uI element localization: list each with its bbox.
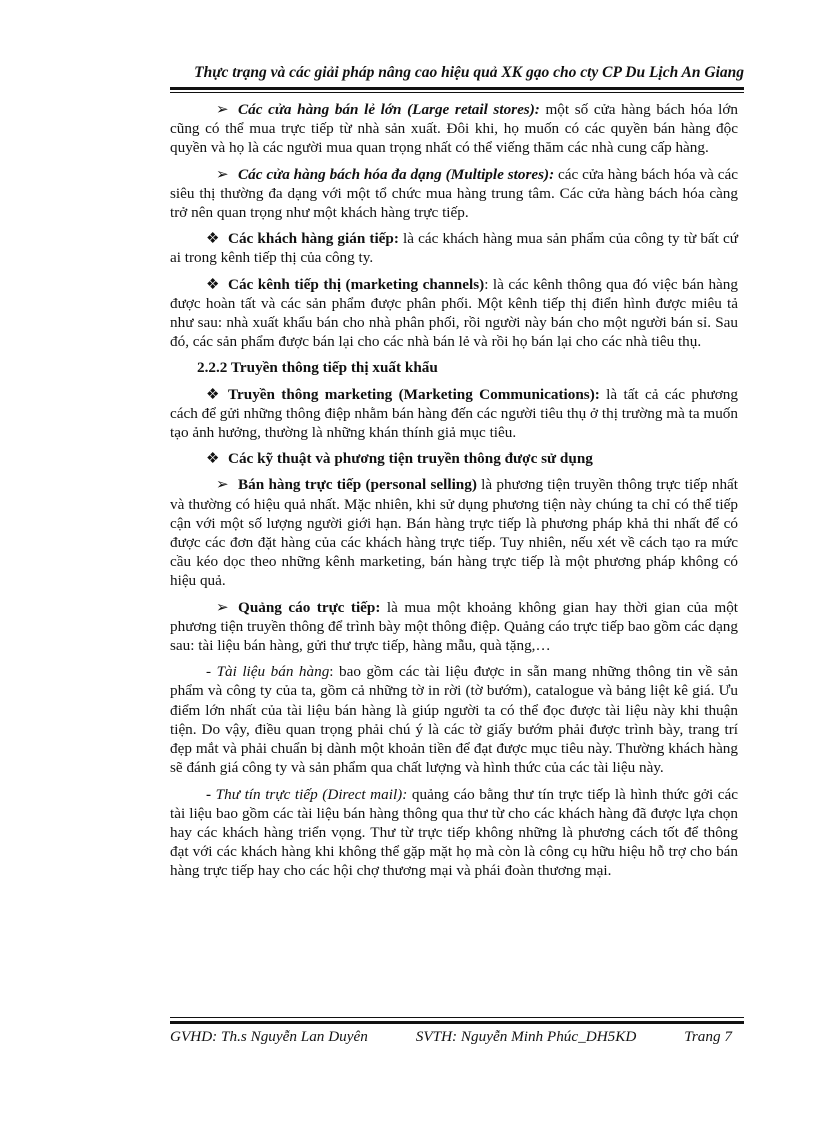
paragraph-text: : bao gồm các tài liệu được in sẵn mang những thông tin về sản phẩm và công ty của ta, gồm cả những tờ in rời (tờ bướm), catalogue và bảng liệt kê giá. Ưu điểm lớn nhất của tài liệu bán hàng là giúp người ta có thể đọc được tài liệu này khi thuận tiện. Do vậy, điều quan trọng phải chú ý là các tờ giấy bướm phải được trình bày, trang trí đẹp mắt và phải chuẩn bị dành một khoản tiền để đạt được mục tiêu này. Thường khách hàng sẽ đánh giá công ty và sản phẩm qua chất lượng và hình thức của các tài liệu này. (170, 663, 738, 777)
paragraph-lead-dash: - (206, 785, 216, 803)
paragraph-lead: Thư tín trực tiếp (Direct mail): (215, 785, 408, 803)
paragraph-lead: Các kỹ thuật và phương tiện truyền thông được sử dụng (228, 450, 593, 468)
section-heading: 2.2.2 Truyền thông tiếp thị xuất khẩu (197, 359, 438, 377)
paragraph-marketing-communications (170, 385, 738, 443)
paragraph-lead: Các cửa hàng bán lẻ lớn (Large retail stores): (238, 101, 540, 118)
paragraph-text: là phương tiện truyền thông trực tiếp nhất và thường có hiệu quả nhất. Mặc nhiên, khi sử dụng phương tiện này chúng ta chỉ có thể tiếp cận với một số lượng người giới hạn. Bán hàng trực tiếp là phương pháp khả thi nhất để có được các đơn đặt hàng của các khách hàng trực tiếp. Tuy nhiên, nếu xét về cách tạo ra mức cầu kéo dọc theo những kênh marketing, bán hàng trực tiếp là một phương pháp không có hiệu quả. (170, 476, 739, 590)
footer-advisor: GVHD: Th.s Nguyễn Lan Duyên (170, 1028, 368, 1045)
paragraph-indirect-customers (170, 229, 738, 267)
diamond-bullet-icon: ❖ (206, 450, 220, 468)
paragraph-personal-selling (170, 475, 738, 590)
paragraph-text: : là các kênh thông qua đó việc bán hàng được hoàn tất và các sản phẩm được phân phối. Một kênh tiếp thị điển hình được miêu tả như sau: nhà xuất khẩu bán cho nhà phân phối, rồi người này bán cho một người bán sỉ. Sau đó, các sản phẩm được bán lại cho các nhà bán lẻ và rồi họ bán lại cho các nhà tiêu thụ. (170, 275, 738, 351)
footer-student: SVTH: Nguyễn Minh Phúc_DH5KD (415, 1028, 637, 1045)
paragraph-text: một số cửa hàng bách hóa lớn cũng có thể mua trực tiếp từ nhà sản xuất. Đôi khi, họ muốn có các quyền bán hàng độc quyền và họ là các người mua quan trọng nhất có thể viếng thăm các nhà cung cấp hàng. (170, 101, 738, 157)
paragraph-lead: Các kênh tiếp thị (marketing channels) (228, 275, 485, 293)
paragraph-text: là các khách hàng mua sản phẩm của công ty từ bất cứ ai trong kênh tiếp thị của công ty. (170, 230, 738, 267)
header-rule-thick (170, 87, 744, 90)
paragraph-sales-literature (170, 662, 738, 777)
paragraph-direct-advertising (170, 598, 738, 656)
paragraph-text: các cửa hàng bách hóa và các siêu thị thường đa dạng với một tổ chức mua hàng trung tâm. Các cửa hàng bách hóa càng trở nên quan trọng như một khách hàng trực tiếp. (170, 165, 738, 222)
arrow-bullet-icon: ➢ (216, 476, 229, 494)
arrow-bullet-icon: ➢ (216, 101, 229, 118)
paragraph-direct-mail (170, 785, 738, 881)
paragraph-large-retail-stores (170, 100, 738, 158)
footer-rule-thick (170, 1021, 744, 1024)
paragraph-lead: Các khách hàng gián tiếp: (228, 230, 399, 248)
paragraph-multiple-stores (170, 165, 738, 223)
paragraph-text: là mua một khoảng không gian hay thời gian của một phương tiện truyền thông để trình bày một thông điệp. Quảng cáo trực tiếp bao gồm các dạng sau: tài liệu bán hàng, gửi thư trực tiếp, hàng mẫu, quà tặng,… (170, 598, 739, 655)
paragraph-lead: Bán hàng trực tiếp (personal selling) (238, 476, 477, 494)
paragraph-text: quảng cáo bằng thư tín trực tiếp là hình thức gởi các tài liệu bao gồm các tài liệu bán hàng thông qua thư từ cho các khách hàng đã được lựa chọn hay các khách hàng triển vọng. Thư từ trực tiếp không những là phương cách tốt để thông đạt với các khách hàng khi không thể gặp mặt họ mà còn là công cụ hữu hiệu hỗ trợ cho bán hàng trực tiếp hay cho các hội chợ thương mại và phái đoàn thương mại. (170, 785, 738, 880)
paragraph-techniques-heading (170, 449, 738, 468)
page-footer (170, 1028, 732, 1046)
diamond-bullet-icon: ❖ (206, 230, 220, 248)
page-header: Thực trạng và các giải pháp nâng cao hiệu quả XK gạo cho cty CP Du Lịch An Giang (194, 64, 744, 81)
paragraph-text: là tất cả các phương cách để gửi những thông điệp nhằm bán hàng đến các người tiêu thụ ở thị trường mà ta muốn tạo ảnh hưởng, thường là những khán thính giả mục tiêu. (170, 385, 738, 442)
paragraph-marketing-channels (170, 275, 738, 352)
diamond-bullet-icon: ❖ (206, 275, 220, 293)
paragraph-lead: Truyền thông marketing (Marketing Communications): (228, 385, 600, 403)
page-body (170, 100, 738, 888)
arrow-bullet-icon: ➢ (216, 598, 229, 616)
footer-rule-thin (170, 1017, 744, 1018)
header-rule-thin (170, 92, 744, 93)
paragraph-lead: Quảng cáo trực tiếp: (238, 598, 381, 616)
paragraph-lead: Các cửa hàng bách hóa đa dạng (Multiple stores): (238, 165, 555, 183)
diamond-bullet-icon: ❖ (206, 385, 220, 403)
footer-page-number: Trang 7 (684, 1028, 732, 1045)
paragraph-lead: - Tài liệu bán hàng (206, 663, 330, 681)
arrow-bullet-icon: ➢ (216, 165, 229, 183)
